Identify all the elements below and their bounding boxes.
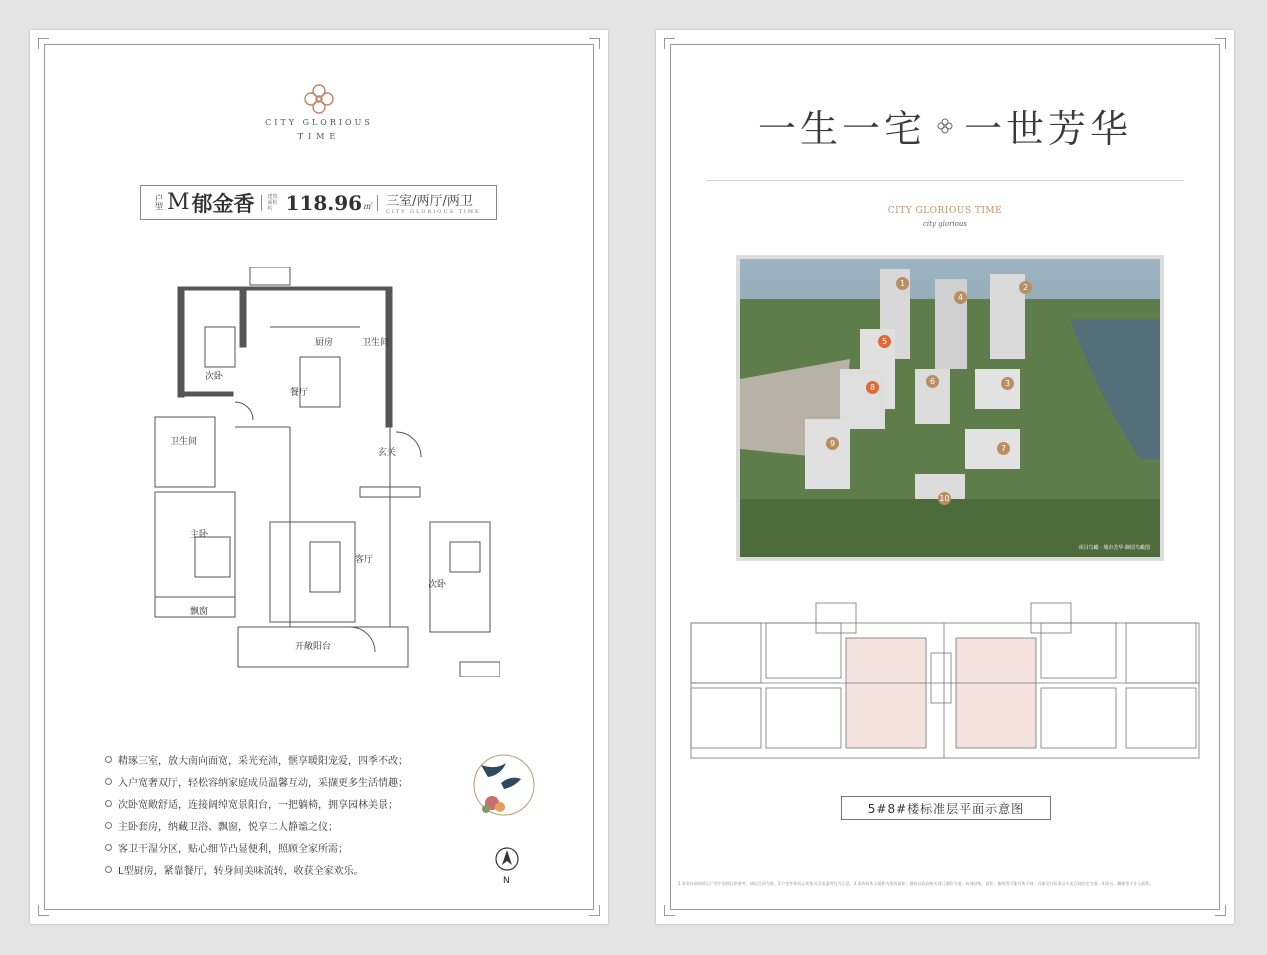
feature-item bbox=[105, 858, 425, 880]
frame-corner bbox=[664, 905, 675, 916]
flower-lattice-icon bbox=[936, 117, 954, 135]
north-arrow-icon bbox=[492, 845, 522, 885]
frame-corner bbox=[38, 38, 49, 49]
unit-rooms: 三室/两厅/两卫 bbox=[386, 194, 473, 209]
frame-corner bbox=[664, 38, 675, 49]
floorplan-page bbox=[30, 30, 608, 924]
room-label: 开敞阳台 bbox=[295, 642, 332, 652]
room-label: 餐厅 bbox=[290, 388, 309, 398]
room-label: 客厅 bbox=[355, 555, 374, 565]
north-label: N bbox=[503, 876, 510, 885]
area-unit: ㎡ bbox=[363, 202, 372, 211]
project-page bbox=[656, 30, 1234, 924]
bullet-icon bbox=[105, 822, 112, 829]
mini-brand: CITY GLORIOUS TIME bbox=[887, 206, 1003, 216]
slogan-right: 一世芳华 bbox=[964, 107, 1133, 151]
slogan-left: 一生一宅 bbox=[757, 107, 926, 151]
feature-item bbox=[105, 748, 425, 770]
frame-corner bbox=[589, 905, 600, 916]
feature-item bbox=[105, 792, 425, 814]
divider bbox=[377, 195, 378, 211]
room-label: 次卧 bbox=[205, 372, 224, 382]
divider bbox=[261, 195, 262, 211]
tower-marker: 2 bbox=[1019, 281, 1032, 294]
unit-name: 郁金香 bbox=[191, 190, 255, 216]
tower-marker: 4 bbox=[954, 291, 967, 304]
frame-corner bbox=[1215, 905, 1226, 916]
swallow-flower-emblem-icon bbox=[466, 745, 536, 825]
feature-item bbox=[105, 836, 425, 858]
bullet-icon bbox=[105, 756, 112, 763]
room-label: 卫生间 bbox=[170, 437, 198, 447]
bullet-icon bbox=[105, 778, 112, 785]
brand-name: CITY GLORIOUS bbox=[265, 118, 373, 127]
feature-item bbox=[105, 770, 425, 792]
room-label: 厨房 bbox=[315, 338, 334, 348]
aerial-render bbox=[736, 255, 1164, 561]
feature-text: 入户宽奢双厅，轻松容纳家庭成员温馨互动，采撷更多生活情趣； bbox=[118, 777, 408, 789]
feature-text: 客卫干湿分区，贴心细节凸显便利，照顾全家所需； bbox=[118, 843, 348, 855]
feature-text: 精琢三室，放大南向面宽，采光充沛，惬享暖阳宠爱，四季不改； bbox=[118, 755, 408, 767]
frame-corner bbox=[38, 905, 49, 916]
feature-list bbox=[105, 748, 425, 880]
tower-marker: 10 bbox=[939, 494, 950, 503]
siteplan-title: 5#8#楼标准层平面示意图 bbox=[841, 796, 1051, 820]
aerial-illustration bbox=[740, 259, 1160, 557]
bullet-icon bbox=[105, 866, 112, 873]
unit-letter: M bbox=[167, 190, 190, 215]
tower-marker-highlight: 8 bbox=[866, 381, 879, 394]
tower-marker: 7 bbox=[997, 442, 1010, 455]
feature-item bbox=[105, 814, 425, 836]
tower-marker: 6 bbox=[926, 375, 939, 388]
mini-brand-script: city glorious bbox=[923, 220, 967, 228]
bullet-icon bbox=[105, 800, 112, 807]
bullet-icon bbox=[105, 844, 112, 851]
unit-title-box bbox=[140, 185, 497, 220]
room-label: 飘窗 bbox=[190, 607, 209, 617]
tower-marker: 1 bbox=[896, 277, 909, 290]
unit-rooms-sub: CITY GLORIOUS TIME bbox=[386, 209, 481, 215]
tower-marker: 9 bbox=[826, 437, 839, 450]
rooms-block bbox=[386, 190, 481, 215]
tower-marker: 3 bbox=[1001, 377, 1014, 390]
tower-marker-highlight: 5 bbox=[878, 335, 891, 348]
unit-prefix: 户型 bbox=[155, 193, 163, 211]
feature-text: 主卧套房，纳藏卫浴、飘窗，悦享二人静谧之仪； bbox=[118, 821, 338, 833]
room-label: 主卧 bbox=[190, 530, 209, 540]
unit-area: 118.96 bbox=[285, 190, 363, 215]
disclaimer: 1.本宣传资料所示户型平面图仅供参考，请以合同为准。2.户型中所标示的家具及电器等仅为示意。3.本资料所示面积为建筑面积，最终以政府相关部门测绘为准。局部结构、面积、窗线等可能有所不同，具体交付标准以买卖合同约定为准。4.阳台、飘窗等不计入面积。 bbox=[678, 881, 1154, 886]
slogan bbox=[656, 98, 1234, 153]
standard-floor-plan bbox=[686, 593, 1204, 763]
frame-corner bbox=[1215, 38, 1226, 49]
feature-text: L型厨房，紧靠餐厅，转身间美味流转，收获全家欢乐。 bbox=[118, 865, 364, 877]
room-label: 玄关 bbox=[378, 448, 397, 458]
feature-text: 次卧宽敞舒适，连接阔绰宽景阳台，一把躺椅，拥享园林美景； bbox=[118, 799, 398, 811]
aerial-caption: 项目鸟瞰 · 城市芳华·御园鸟瞰图 bbox=[1078, 545, 1150, 551]
room-label: 次卧 bbox=[428, 580, 447, 590]
frame-corner bbox=[589, 38, 600, 49]
area-label: 建筑面积约 bbox=[267, 193, 278, 212]
floor-plan bbox=[150, 267, 500, 677]
room-label: 卫生间 bbox=[362, 338, 390, 348]
flower-lattice-icon bbox=[300, 80, 338, 118]
brand-name-sub: TIME bbox=[297, 132, 341, 141]
divider bbox=[706, 180, 1184, 181]
